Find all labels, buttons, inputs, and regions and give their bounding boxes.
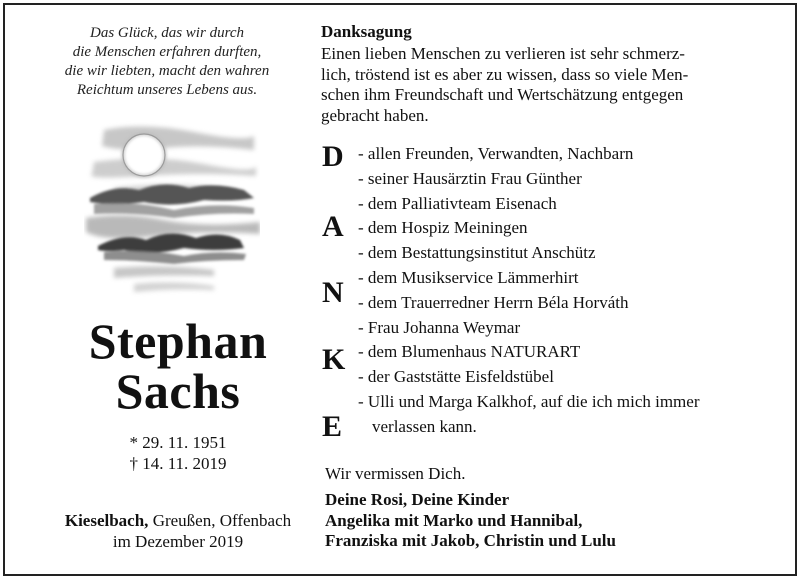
poem-line: die wir liebten, macht den wahren: [64, 63, 270, 79]
thanks-item: - dem Blumenhaus NATURART: [358, 342, 581, 362]
intro-line: schen ihm Freundschaft und Wertschätzung entgegen: [321, 85, 684, 104]
signature-line: Deine Rosi, Deine Kinder: [325, 490, 510, 509]
thanks-item: - seiner Hausärztin Frau Günther: [358, 168, 582, 188]
thanks-item: - dem Trauerredner Herrn Béla Horváth: [358, 292, 629, 312]
big-letter-d: D: [322, 140, 344, 173]
intro-line: gebracht haben.: [321, 105, 429, 125]
thanks-item: - dem Hospiz Meiningen: [358, 218, 528, 238]
publication-date: im Dezember 2019: [112, 532, 244, 551]
signature-line: Angelika mit Marko und Hannibal,: [325, 510, 583, 530]
place-line: [36, 510, 320, 531]
place-others: Greußen, Offenbach: [148, 511, 292, 530]
intro-line: lich, tröstend ist es aber zu wissen, dass so viele Men-: [321, 64, 689, 84]
birth-date: * 29. 11. 1951: [129, 433, 227, 452]
deceased-name: [40, 313, 316, 419]
big-letter-k: K: [322, 343, 346, 376]
signature: [325, 490, 616, 552]
place-and-date: [36, 510, 320, 552]
thanks-item-continued: verlassen kann.: [372, 416, 477, 436]
thanks-item: - Frau Johanna Weymar: [358, 317, 521, 337]
poem-line: Reichtum unseres Lebens aus.: [76, 82, 258, 98]
moon-landscape-illustration: [84, 118, 260, 308]
death-date: † 14. 11. 2019: [129, 454, 227, 473]
closing-line: Wir vermissen Dich.: [325, 464, 466, 483]
thanks-item: - dem Palliativteam Eisenach: [358, 193, 557, 213]
big-letter-n: N: [322, 276, 344, 309]
poem-line: Das Glück, das wir durch: [89, 25, 245, 41]
big-letter-a: A: [322, 210, 344, 243]
thanks-item: - dem Musikservice Lämmerhirt: [358, 267, 579, 287]
thanks-item: - dem Bestattungsinstitut Anschütz: [358, 243, 596, 263]
big-letter-e: E: [322, 410, 343, 443]
first-name: Stephan: [88, 313, 268, 369]
signature-line: Franziska mit Jakob, Christin und Lulu: [325, 531, 616, 550]
life-dates: [40, 432, 316, 474]
thanks-item: - Ulli und Marga Kalkhof, auf die ich mich immer: [358, 391, 700, 411]
last-name: Sachs: [115, 363, 241, 419]
thanks-item: - allen Freunden, Verwandten, Nachbarn: [358, 144, 634, 163]
intro-text: [321, 44, 786, 126]
thanks-item: - der Gaststätte Eisfeldstübel: [358, 367, 554, 387]
heading: Danksagung: [321, 22, 412, 41]
poem-line: die Menschen erfahren durften,: [72, 44, 262, 60]
poem: [28, 24, 306, 100]
place-town: Kieselbach,: [64, 511, 149, 530]
thanks-list: [358, 142, 788, 440]
intro-line: Einen lieben Menschen zu verlieren ist sehr schmerz-: [321, 44, 685, 63]
